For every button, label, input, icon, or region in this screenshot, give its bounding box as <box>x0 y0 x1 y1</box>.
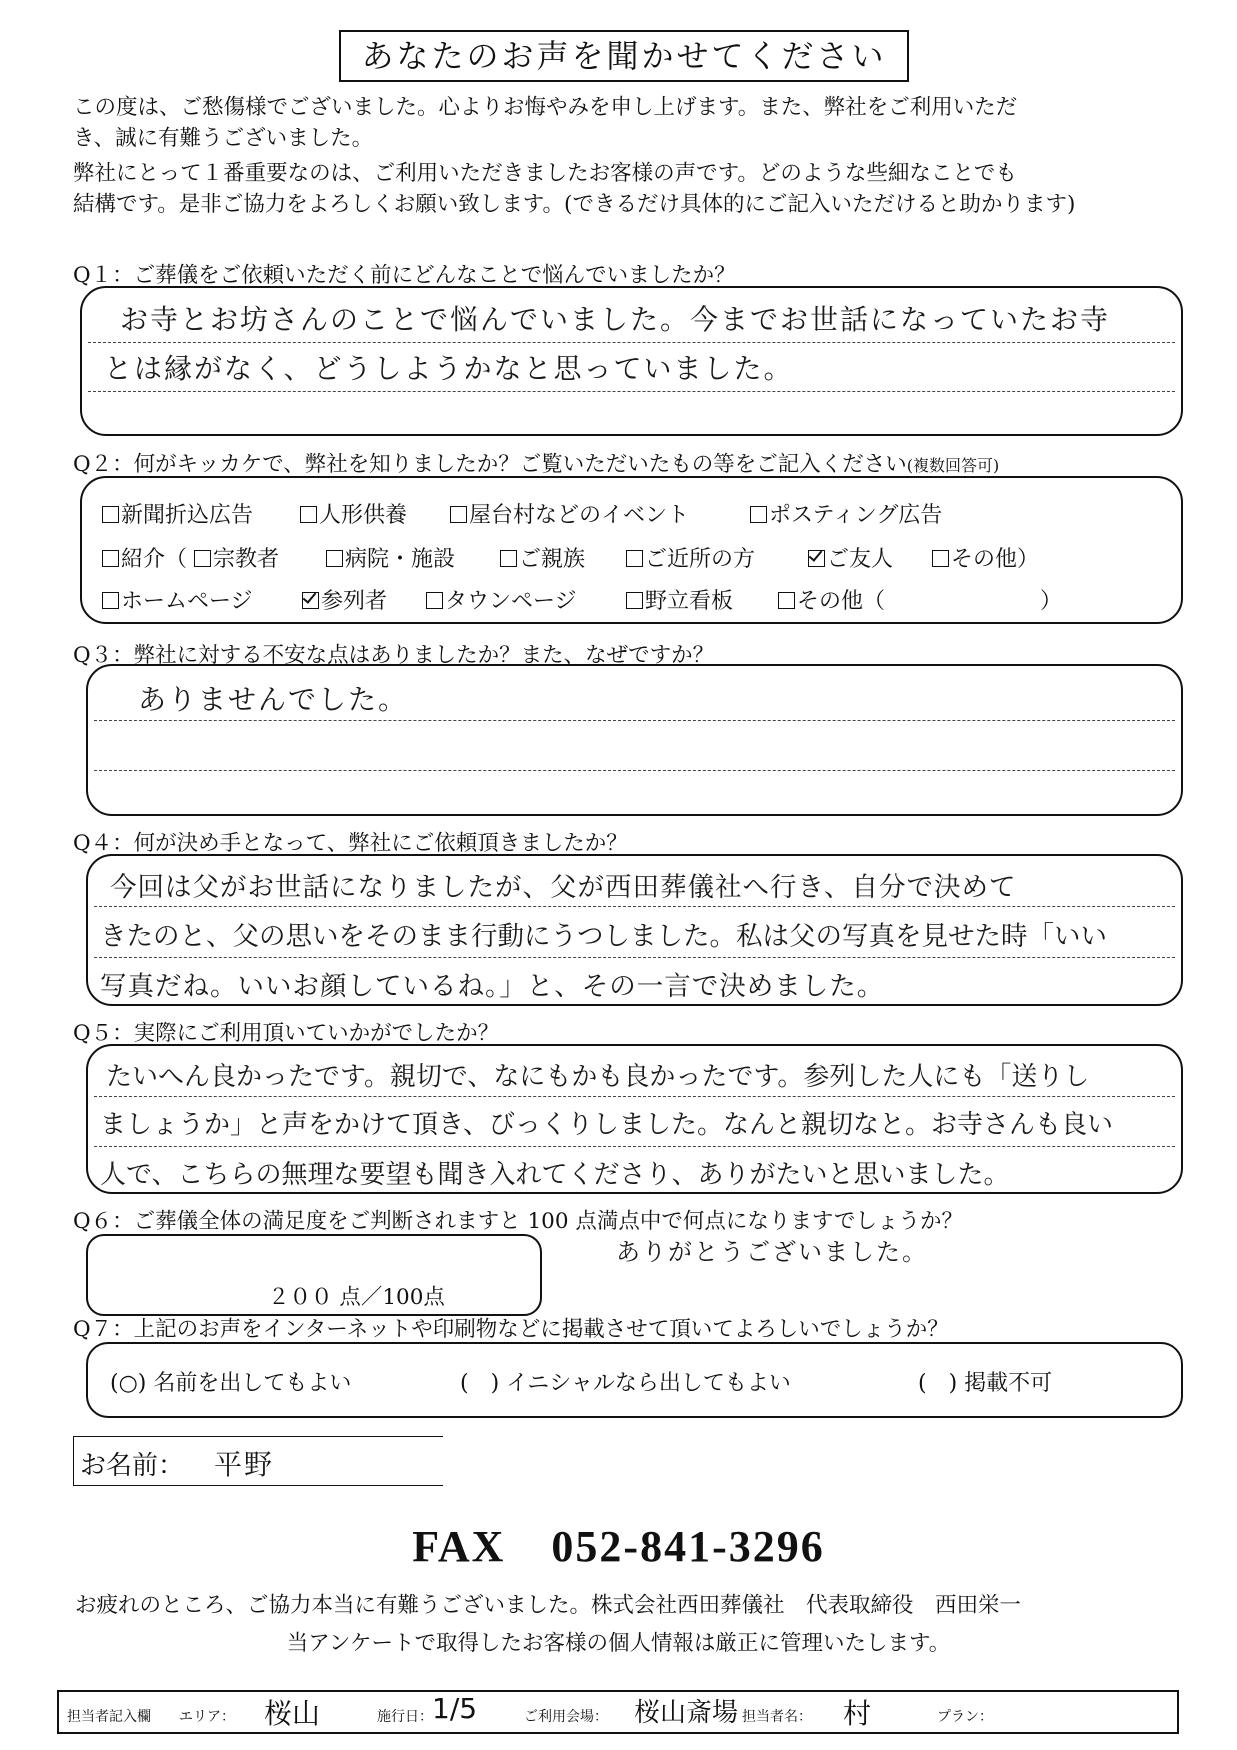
q2-option-label: 紹介（ <box>121 547 188 572</box>
q3-question: Q３：弊社に対する不安な点はありましたか？また、なぜですか？ <box>73 643 715 668</box>
checkbox-icon <box>326 550 343 567</box>
q2-option-label: ご親族 <box>519 547 586 572</box>
q2-question-text: Q２：何がキッカケで、弊社を知りましたか？ご覧いただいたもの等をご記入ください <box>73 452 907 477</box>
q7-options-box <box>86 1342 1183 1418</box>
q2-option-event[interactable] <box>450 498 689 529</box>
q4-answer-line-3: 写真だね。いいお顔しているね。」と、その一言で決めました。 <box>100 971 885 1002</box>
staff-person-label: 担当者名： <box>742 1708 812 1724</box>
q2-other-close: ） <box>1040 589 1063 614</box>
q5-answer-line-2: ましょうか」と声をかけて頂き、びっくりしました。なんと親切なと。お寺さんも良い <box>100 1110 1113 1140</box>
q2-option-posting[interactable] <box>750 498 942 529</box>
q2-option-label: 宗教者 <box>213 547 280 572</box>
checkbox-icon <box>778 592 795 609</box>
checkbox-checked-icon <box>808 550 825 567</box>
checkbox-icon <box>500 550 517 567</box>
checkbox-icon <box>102 592 119 609</box>
staff-plan-label: プラン： <box>937 1708 993 1724</box>
q4-question: Q４：何が決め手となって、弊社にご依頼頂きましたか？ <box>73 831 628 856</box>
q7-option-initials-ok[interactable] <box>460 1366 791 1397</box>
q2-option-signboard[interactable] <box>626 584 733 615</box>
checkbox-icon <box>194 550 211 567</box>
q2-option-homepage[interactable] <box>102 584 253 615</box>
q1-question: Q１：ご葬儀をご依頼いただく前にどんなことで悩んでいましたか？ <box>73 263 736 288</box>
q7-option-mark: (○) <box>110 1371 147 1396</box>
staff-person-value[interactable]: 村 <box>843 1697 872 1730</box>
q2-option-neighbors[interactable] <box>626 542 755 573</box>
q1-answer-line-2: とは縁がなく、どうしようかなと思っていました。 <box>104 352 794 385</box>
intro-line-4: 結構です。是非ご協力をよろしくお願い致します。(できるだけ具体的にご記入いただけると助かります) <box>73 192 1076 217</box>
q2-option-label: ご友人 <box>827 547 894 572</box>
q2-option-friends[interactable] <box>808 542 893 573</box>
q2-option-newspaper[interactable] <box>102 498 253 529</box>
checkbox-icon <box>750 506 767 523</box>
q6-score-box[interactable] <box>86 1234 542 1316</box>
q1-answer-line-1: お寺とお坊さんのことで悩んでいました。今までお世話になっていたお寺 <box>120 303 1111 336</box>
q7-option-label: イニシャルなら出してもよい <box>506 1371 791 1396</box>
checkbox-icon <box>626 550 643 567</box>
staff-area-value[interactable]: 桜山 <box>264 1697 321 1730</box>
fax-number: FAX 052-841-3296 <box>412 1522 825 1571</box>
checkbox-checked-icon <box>302 592 319 609</box>
name-label: お名前： <box>80 1451 185 1481</box>
q7-option-label: 掲載不可 <box>964 1371 1053 1396</box>
q2-option-referral[interactable] <box>102 542 187 573</box>
staff-venue-label: ご利用会場： <box>524 1708 608 1724</box>
q3-answer-box[interactable] <box>86 664 1183 816</box>
q2-option-label: ホームページ <box>121 589 253 614</box>
staff-area-label: エリア： <box>179 1708 235 1724</box>
q2-option-label: 屋台村などのイベント <box>469 503 690 528</box>
q6-comment: ありがとうございました。 <box>616 1238 928 1266</box>
q7-option-name-ok[interactable] <box>110 1366 351 1397</box>
staff-venue-value[interactable]: 桜山斎場 <box>634 1698 739 1728</box>
checkbox-icon <box>300 506 317 523</box>
q2-option-label: ポスティング広告 <box>769 503 943 528</box>
checkbox-icon <box>102 550 119 567</box>
q2-option-townpage[interactable] <box>426 584 577 615</box>
q4-answer-box[interactable] <box>86 854 1183 1006</box>
intro-line-2: き、誠に有難うございました。 <box>73 126 374 151</box>
intro-line-1: この度は、ご愁傷様でございました。心よりお悔やみを申し上げます。また、弊社をご利用いただ <box>73 95 1018 120</box>
q2-note: (複数回答可) <box>906 456 1000 475</box>
thanks-text: お疲れのところ、ご協力本当に有難うございました。株式会社西田葬儀社 代表取締役 西田栄一 <box>75 1593 1022 1618</box>
q7-option-not-ok[interactable] <box>918 1366 1052 1397</box>
q7-question: Q７：上記のお声をインターネットや印刷物などに掲載させて頂いてよろしいでしょうか？ <box>73 1317 949 1342</box>
q2-option-relatives[interactable] <box>500 542 585 573</box>
q5-question: Q５：実際にご利用頂いていかがでしたか？ <box>73 1021 500 1046</box>
q7-option-mark: ( ) <box>460 1371 500 1396</box>
q7-option-label: 名前を出してもよい <box>153 1371 352 1396</box>
name-field[interactable] <box>73 1436 443 1486</box>
intro-line-3: 弊社にとって１番重要なのは、ご利用いただきましたお客様の声です。どのような些細なことでも <box>73 161 1017 186</box>
q2-option-label: その他（ <box>797 589 886 614</box>
q5-answer-line-1: たいへん良かったです。親切で、なにもかも良かったです。参列した人にも「送りし <box>106 1062 1090 1092</box>
q4-answer-line-1: 今回は父がお世話になりましたが、父が西田葬儀社へ行き、自分で決めて <box>110 872 1017 903</box>
q2-option-label: 参列者 <box>321 589 388 614</box>
name-value: 平野 <box>214 1448 275 1481</box>
q2-option-other-referral[interactable] <box>932 542 1039 573</box>
staff-entry-box <box>57 1690 1179 1734</box>
q2-option-label: ご近所の方 <box>645 547 756 572</box>
q2-option-label: 新聞折込広告 <box>121 503 254 528</box>
checkbox-icon <box>626 592 643 609</box>
q2-option-label: タウンページ <box>445 589 577 614</box>
q1-answer-box[interactable] <box>80 286 1183 436</box>
checkbox-icon <box>102 506 119 523</box>
staff-date-value[interactable]: 1/5 <box>432 1692 478 1725</box>
q4-answer-line-2: きたのと、父の思いをそのまま行動にうつしました。私は父の写真を見せた時「いい <box>100 921 1107 952</box>
q2-option-doll-memorial[interactable] <box>300 498 407 529</box>
q2-option-label: 野立看板 <box>645 589 734 614</box>
q2-option-label: 病院・施設 <box>345 547 456 572</box>
checkbox-icon <box>932 550 949 567</box>
q2-option-religious[interactable] <box>194 542 279 573</box>
q6-score: ２００ 点／100点 <box>268 1285 445 1310</box>
page-title: あなたのお声を聞かせてください <box>339 30 909 82</box>
q2-question <box>73 447 999 478</box>
staff-date-label: 施行日： <box>377 1708 433 1724</box>
q3-answer-line-1: ありませんでした。 <box>138 683 409 716</box>
q2-option-label: 人形供養 <box>319 503 408 528</box>
q2-options-box <box>80 476 1183 624</box>
q5-answer-line-3: 人で、こちらの無理な要望も聞き入れてくださり、ありがたいと思いました。 <box>100 1160 1010 1190</box>
q2-option-hospital[interactable] <box>326 542 455 573</box>
q2-option-attendee[interactable] <box>302 584 387 615</box>
q2-option-other[interactable] <box>778 584 885 615</box>
q6-question: Q６：ご葬儀全体の満足度をご判断されますと 100 点満点中で何点になりますでしょうか？ <box>73 1209 963 1234</box>
staff-heading: 担当者記入欄 <box>67 1708 151 1724</box>
q2-option-label: その他） <box>951 547 1040 572</box>
q7-option-mark: ( ) <box>918 1371 958 1396</box>
checkbox-icon <box>426 592 443 609</box>
q5-answer-box[interactable] <box>86 1044 1183 1194</box>
checkbox-icon <box>450 506 467 523</box>
privacy-text: 当アンケートで取得したお客様の個人情報は厳正に管理いたします。 <box>286 1631 951 1656</box>
